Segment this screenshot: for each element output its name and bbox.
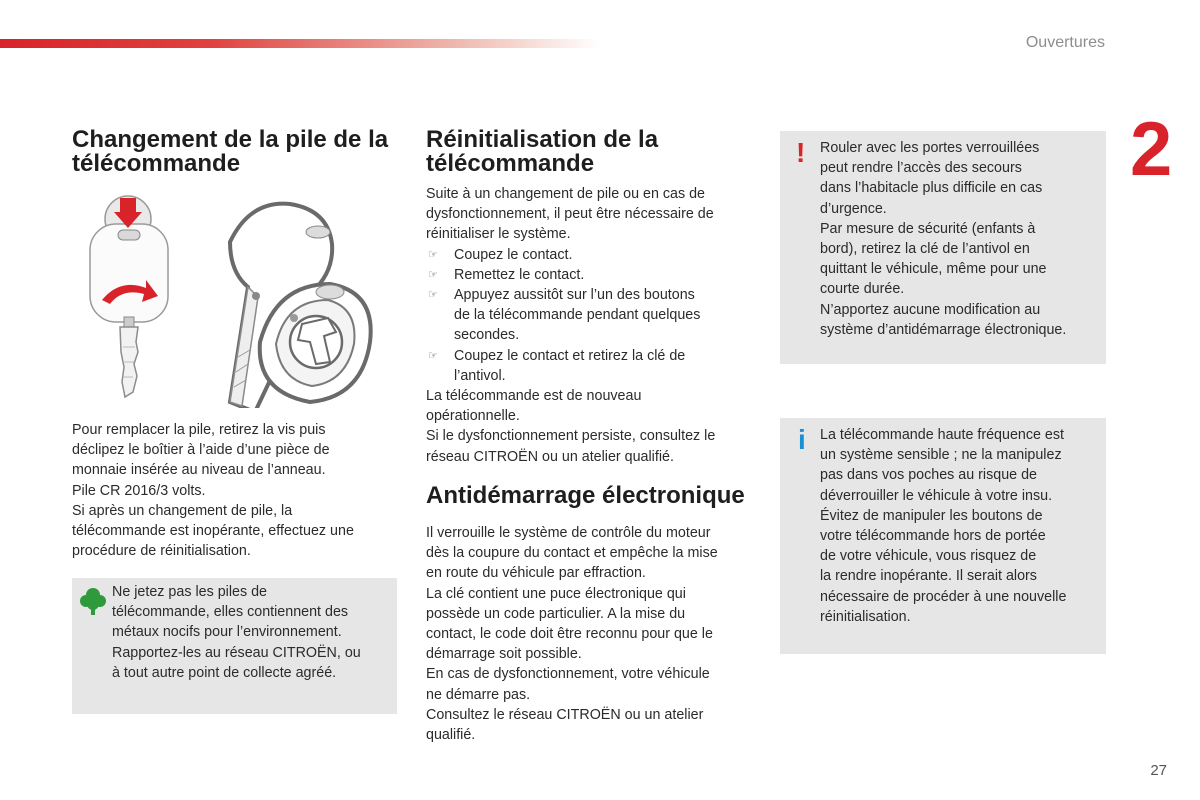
list-item [426, 265, 756, 285]
list-item [426, 346, 756, 386]
info-line: nécessaire de procéder à une nouvelle [820, 588, 1067, 605]
info-line: de votre véhicule, vous risquez de [820, 548, 1037, 565]
antistart-title: Antidémarrage électronique [426, 482, 745, 509]
antistart-line: dès la coupure du contact et empêche la mise [426, 545, 718, 562]
warning-line: système d’antidémarrage électronique. [820, 321, 1067, 338]
reinit-outro-line: Si le dysfonctionnement persiste, consultez le [426, 428, 716, 445]
antistart-line: possède un code particulier. A la mise du [426, 605, 686, 622]
antistart-heading [426, 484, 756, 508]
battery-text-line: monnaie insérée au niveau de l’anneau. [72, 462, 326, 479]
antistart-line: démarrage soit possible. [426, 646, 582, 663]
warning-line: d’urgence. [820, 200, 887, 217]
warning-line: Par mesure de sécurité (enfants à [820, 220, 1036, 237]
antistart-line: Il verrouille le système de contrôle du moteur [426, 525, 711, 541]
eco-note-line: Rapportez-les au réseau CITROËN, ou [112, 644, 361, 661]
chapter-number: 2 [1130, 107, 1173, 192]
reinit-intro-line: réinitialiser le système. [426, 226, 571, 243]
info-line: pas dans vos poches au risque de [820, 467, 1037, 484]
step-text: Coupez le contact. [454, 246, 573, 263]
list-item [426, 245, 756, 265]
pointing-hand-icon: ☞ [428, 349, 438, 362]
eco-note-line: à tout autre point de collecte agréé. [112, 664, 337, 681]
battery-text-line: procédure de réinitialisation. [72, 543, 251, 560]
battery-change-body [72, 420, 402, 561]
step-text: de la télécommande pendant quelques [454, 307, 701, 324]
reinit-steps-list [426, 245, 756, 386]
warning-box [780, 131, 1106, 364]
eco-note-line: télécommande, elles contiennent des [112, 604, 349, 621]
info-line: déverrouiller le véhicule à votre insu. [820, 487, 1053, 504]
info-line: Évitez de manipuler les boutons de [820, 507, 1043, 524]
step-text: secondes. [454, 327, 520, 344]
info-line: un système sensible ; ne la manipulez [820, 447, 1062, 464]
battery-text-line: Si après un changement de pile, la [72, 502, 293, 519]
antistart-line: La clé contient une puce électronique qui [426, 585, 686, 602]
info-line: la rendre inopérante. Il serait alors [820, 568, 1037, 585]
info-line: La télécommande haute fréquence est [820, 427, 1065, 443]
antistart-body [426, 523, 756, 745]
battery-change-title-line1: Changement de la pile de la [72, 126, 389, 153]
eco-note-box [72, 578, 397, 714]
warning-icon: ! [796, 137, 806, 168]
warning-line: Rouler avec les portes verrouillées [820, 140, 1040, 156]
step-text: Remettez le contact. [454, 266, 585, 283]
reinit-outro-line: réseau CITROËN ou un atelier qualifié. [426, 448, 674, 465]
tree-icon [80, 586, 106, 616]
antistart-line: contact, le code doit être reconnu pour que le [426, 626, 713, 643]
battery-change-heading [72, 128, 402, 176]
reinit-outro-line: La télécommande est de nouveau [426, 388, 642, 405]
key-battery-illustration [80, 192, 380, 408]
reinit-intro-line: dysfonctionnement, il peut être nécessaire de [426, 206, 714, 223]
eco-note-line: Ne jetez pas les piles de [112, 584, 267, 600]
step-text: Appuyez aussitôt sur l’un des boutons [454, 287, 695, 304]
warning-line: bord), retirez la clé de l’antivol en [820, 241, 1030, 258]
section-title: Ouvertures [1025, 34, 1105, 51]
step-text: l’antivol. [454, 367, 506, 384]
warning-line: N’apportez aucune modification au [820, 301, 1041, 318]
pointing-hand-icon: ☞ [428, 248, 438, 261]
battery-change-title-line2: télécommande [72, 150, 241, 177]
pointing-hand-icon: ☞ [428, 268, 438, 281]
warning-line: courte durée. [820, 281, 905, 298]
reinit-outro-line: opérationnelle. [426, 408, 520, 425]
eco-note-line: métaux nocifs pour l’environnement. [112, 624, 342, 641]
reinit-title-line1: Réinitialisation de la [426, 126, 659, 153]
antistart-line: qualifié. [426, 727, 476, 744]
info-line: réinitialisation. [820, 608, 911, 625]
pointing-hand-icon: ☞ [428, 289, 438, 302]
reinit-intro-line: Suite à un changement de pile ou en cas de [426, 186, 705, 202]
battery-text-line: Pour remplacer la pile, retirez la vis puis [72, 422, 326, 438]
list-item [426, 285, 756, 346]
battery-text-line: Pile CR 2016/3 volts. [72, 482, 206, 499]
warning-line: dans l’habitacle plus difficile en cas [820, 180, 1043, 197]
reinit-title-line2: télécommande [426, 150, 595, 177]
reinit-heading [426, 128, 756, 176]
battery-text-line: déclipez le boîtier à l’aide d’une pièce de [72, 442, 330, 459]
battery-text-line: télécommande est inopérante, effectuez une [72, 523, 354, 540]
reinit-body [426, 184, 756, 467]
warning-line: peut rendre l’accès des secours [820, 160, 1022, 177]
antistart-line: Consultez le réseau CITROËN ou un atelier [426, 706, 704, 723]
remote-open-view [230, 204, 371, 408]
header-accent-bar [0, 39, 600, 48]
info-line: votre télécommande hors de portée [820, 528, 1046, 545]
page-number: 27 [1150, 762, 1167, 779]
antistart-line: En cas de dysfonctionnement, votre véhicule [426, 666, 710, 683]
antistart-line: en route du véhicule par effraction. [426, 565, 646, 582]
remote-front-view [90, 196, 168, 397]
info-box [780, 418, 1106, 654]
antistart-line: ne démarre pas. [426, 686, 531, 703]
info-icon: i [798, 424, 806, 455]
step-text: Coupez le contact et retirez la clé de [454, 347, 686, 364]
warning-line: quittant le véhicule, même pour une [820, 261, 1047, 278]
